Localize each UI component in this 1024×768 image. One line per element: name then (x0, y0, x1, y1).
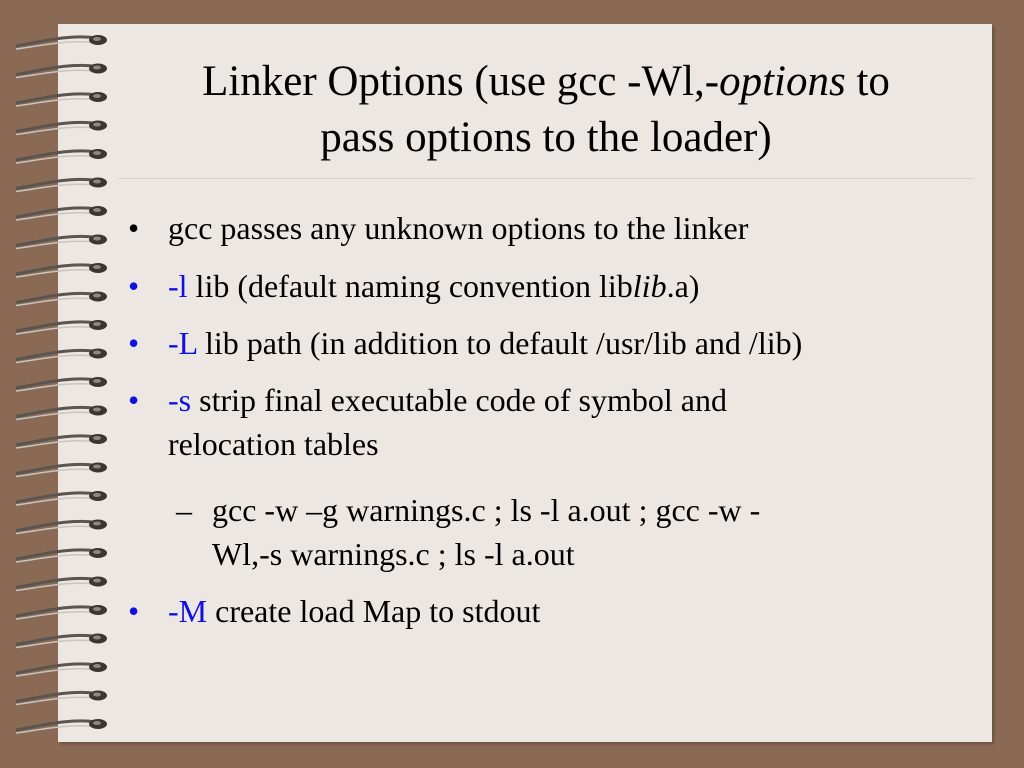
bullet-dot-icon: • (128, 325, 140, 361)
title-prefix: Linker Options (use gcc -Wl, (202, 58, 705, 105)
spiral-coil (16, 634, 107, 648)
title-line-1 (118, 54, 974, 110)
spiral-coil (16, 662, 107, 676)
spiral-coil (16, 377, 107, 391)
option-flag: -M (168, 593, 208, 629)
bullet-text-part: strip final executable code of symbol and (191, 382, 727, 418)
slide-title (118, 54, 974, 166)
bullet-text (168, 589, 968, 633)
title-divider (118, 178, 974, 179)
spiral-coil (16, 406, 107, 420)
spiral-coil (16, 92, 107, 106)
spiral-coil (16, 263, 107, 277)
title-line-2: pass options to the loader) (320, 114, 772, 161)
spiral-coil (16, 577, 107, 591)
bullet-text-part: create load Map to stdout (207, 593, 541, 629)
bullet-text-italic: lib (632, 268, 667, 304)
spiral-coil (16, 691, 107, 705)
title-suffix: to (845, 58, 890, 105)
spiral-coil (16, 320, 107, 334)
spiral-coil (16, 463, 107, 477)
sub-bullet-dash: – (176, 492, 192, 528)
spiral-coil (16, 719, 107, 733)
spiral-binding-icon (0, 0, 130, 768)
bullet-text (168, 378, 968, 466)
spiral-coil (16, 64, 107, 78)
bullet-dot-icon: • (128, 268, 140, 304)
option-flag: -s (168, 382, 192, 418)
spiral-coil (16, 520, 107, 534)
spiral-coil (16, 349, 107, 363)
spiral-coil (16, 605, 107, 619)
spiral-coil (16, 121, 107, 135)
sub-bullet-line: gcc -w –g warnings.c ; ls -l a.out ; gcc -w - (212, 492, 761, 528)
spiral-coil (16, 491, 107, 505)
option-flag: -L (168, 325, 198, 361)
spiral-coil (16, 235, 107, 249)
bullet-dot-icon: • (128, 210, 140, 246)
bullet-text-part: lib path (in addition to default /usr/lib and /lib) (197, 325, 803, 361)
option-flag: -l (168, 268, 188, 304)
spiral-coil (16, 35, 107, 49)
spiral-coil (16, 149, 107, 163)
spiral-coil (16, 178, 107, 192)
bullet-text (168, 321, 968, 365)
bullet-text-part: relocation tables (168, 426, 379, 462)
bullet-dot-icon: • (128, 593, 140, 629)
bullet-dot-icon: • (128, 382, 140, 418)
sub-bullet-line: Wl,-s warnings.c ; ls -l a.out (212, 536, 575, 572)
bullet-text (168, 264, 968, 308)
bullet-text-part: lib (default naming convention lib (187, 268, 633, 304)
bullet-text-part: .a) (666, 268, 700, 304)
bullet-text: gcc passes any unknown options to the linker (168, 210, 749, 246)
spiral-coil (16, 434, 107, 448)
spiral-coil (16, 292, 107, 306)
sub-bullet-text (212, 488, 932, 576)
title-italic: -options (704, 58, 846, 105)
spiral-coil (16, 206, 107, 220)
spiral-coil (16, 548, 107, 562)
